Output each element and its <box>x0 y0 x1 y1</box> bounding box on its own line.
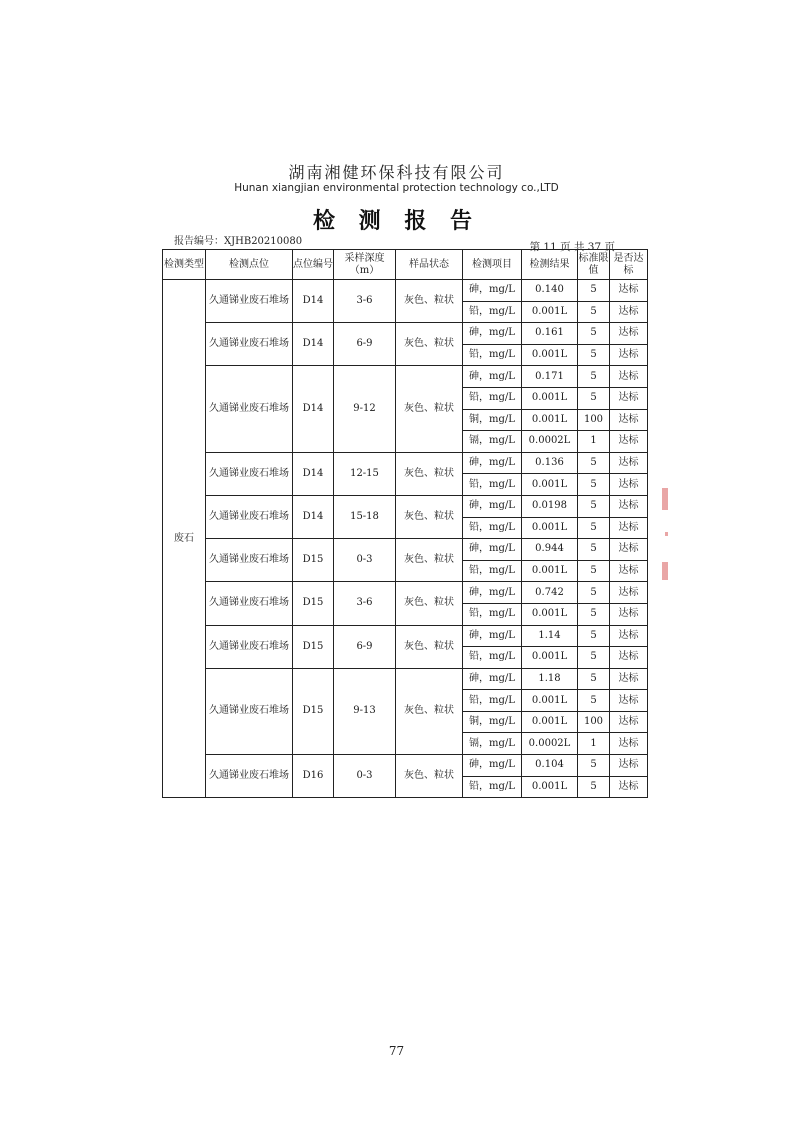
item-cell: 铅，mg/L <box>463 690 522 712</box>
pass-cell: 达标 <box>610 711 648 733</box>
point-cell: D14 <box>293 280 334 323</box>
limit-cell: 5 <box>578 690 610 712</box>
seal-mark <box>665 532 668 536</box>
state-cell: 灰色、粒状 <box>396 280 463 323</box>
pass-cell: 达标 <box>610 474 648 496</box>
state-cell: 灰色、粒状 <box>396 495 463 538</box>
report-title: 检 测 报 告 <box>313 208 480 234</box>
depth-cell: 3-6 <box>334 280 396 323</box>
pass-cell: 达标 <box>610 495 648 517</box>
item-cell: 砷，mg/L <box>463 625 522 647</box>
result-cell: 0.001L <box>522 409 578 431</box>
pass-cell: 达标 <box>610 431 648 453</box>
pass-cell: 达标 <box>610 668 648 690</box>
depth-cell: 3-6 <box>334 582 396 625</box>
location-cell: 久通锑业废石堆场 <box>206 323 293 366</box>
table-row <box>163 452 648 474</box>
pass-cell: 达标 <box>610 387 648 409</box>
table-row <box>163 668 648 690</box>
location-cell: 久通锑业废石堆场 <box>206 625 293 668</box>
depth-cell: 9-13 <box>334 668 396 754</box>
item-cell: 砷，mg/L <box>463 323 522 345</box>
header-result: 检测结果 <box>522 250 578 280</box>
page-number: 77 <box>388 1044 405 1058</box>
state-cell: 灰色、粒状 <box>396 539 463 582</box>
result-cell: 0.944 <box>522 539 578 561</box>
depth-cell: 0-3 <box>334 539 396 582</box>
state-cell: 灰色、粒状 <box>396 582 463 625</box>
result-cell: 0.001L <box>522 474 578 496</box>
seal-mark <box>662 562 668 580</box>
pass-cell: 达标 <box>610 366 648 388</box>
state-cell: 灰色、粒状 <box>396 625 463 668</box>
item-cell: 铅，mg/L <box>463 474 522 496</box>
location-cell: 久通锑业废石堆场 <box>206 495 293 538</box>
pass-cell: 达标 <box>610 323 648 345</box>
result-cell: 0.001L <box>522 301 578 323</box>
point-cell: D14 <box>293 366 334 452</box>
item-cell: 砷，mg/L <box>463 366 522 388</box>
limit-cell: 5 <box>578 387 610 409</box>
result-cell: 0.104 <box>522 755 578 777</box>
report-number-label: 报告编号： <box>174 236 224 247</box>
table-row <box>163 539 648 561</box>
header-pass: 是否达标 <box>610 250 648 280</box>
location-cell: 久通锑业废石堆场 <box>206 755 293 798</box>
header-point: 点位编号 <box>293 250 334 280</box>
limit-cell: 5 <box>578 582 610 604</box>
table-row <box>163 323 648 345</box>
header-state: 样品状态 <box>396 250 463 280</box>
table-row <box>163 755 648 777</box>
item-cell: 铅，mg/L <box>463 344 522 366</box>
limit-cell: 5 <box>578 755 610 777</box>
limit-cell: 5 <box>578 539 610 561</box>
item-cell: 铅，mg/L <box>463 387 522 409</box>
company-name-cn: 湖南湘健环保科技有限公司 <box>288 163 505 182</box>
result-cell: 0.0002L <box>522 733 578 755</box>
item-cell: 铜，mg/L <box>463 409 522 431</box>
limit-cell: 5 <box>578 517 610 539</box>
limit-cell: 1 <box>578 733 610 755</box>
table-row <box>163 495 648 517</box>
item-cell: 铅，mg/L <box>463 647 522 669</box>
limit-cell: 5 <box>578 647 610 669</box>
result-cell: 0.742 <box>522 582 578 604</box>
depth-cell: 9-12 <box>334 366 396 452</box>
state-cell: 灰色、粒状 <box>396 668 463 754</box>
page-info: 第 11 页 共 37 页 <box>529 241 615 253</box>
depth-cell: 0-3 <box>334 755 396 798</box>
result-cell: 0.001L <box>522 647 578 669</box>
limit-cell: 5 <box>578 301 610 323</box>
item-cell: 铅，mg/L <box>463 776 522 798</box>
pass-cell: 达标 <box>610 582 648 604</box>
location-cell: 久通锑业废石堆场 <box>206 668 293 754</box>
pass-cell: 达标 <box>610 625 648 647</box>
item-cell: 镉，mg/L <box>463 733 522 755</box>
result-cell: 0.161 <box>522 323 578 345</box>
state-cell: 灰色、粒状 <box>396 366 463 452</box>
pass-cell: 达标 <box>610 344 648 366</box>
item-cell: 砷，mg/L <box>463 539 522 561</box>
limit-cell: 5 <box>578 323 610 345</box>
item-cell: 铜，mg/L <box>463 711 522 733</box>
location-cell: 久通锑业废石堆场 <box>206 539 293 582</box>
table-header-row <box>163 250 648 280</box>
state-cell: 灰色、粒状 <box>396 755 463 798</box>
limit-cell: 100 <box>578 409 610 431</box>
point-cell: D15 <box>293 625 334 668</box>
result-cell: 0.001L <box>522 776 578 798</box>
seal-mark <box>662 488 668 510</box>
result-cell: 0.001L <box>522 387 578 409</box>
point-cell: D14 <box>293 323 334 366</box>
result-cell: 0.001L <box>522 690 578 712</box>
result-cell: 0.001L <box>522 711 578 733</box>
point-cell: D14 <box>293 495 334 538</box>
table-row <box>163 625 648 647</box>
pass-cell: 达标 <box>610 280 648 302</box>
point-cell: D16 <box>293 755 334 798</box>
item-cell: 砷，mg/L <box>463 452 522 474</box>
point-cell: D15 <box>293 539 334 582</box>
result-cell: 0.0002L <box>522 431 578 453</box>
depth-cell: 6-9 <box>334 625 396 668</box>
result-cell: 0.171 <box>522 366 578 388</box>
table-row <box>163 582 648 604</box>
table-row <box>163 366 648 388</box>
result-cell: 0.001L <box>522 560 578 582</box>
pass-cell: 达标 <box>610 690 648 712</box>
result-cell: 0.0198 <box>522 495 578 517</box>
point-cell: D15 <box>293 582 334 625</box>
item-cell: 铅，mg/L <box>463 603 522 625</box>
result-cell: 0.001L <box>522 517 578 539</box>
limit-cell: 5 <box>578 776 610 798</box>
state-cell: 灰色、粒状 <box>396 452 463 495</box>
limit-cell: 5 <box>578 560 610 582</box>
item-cell: 砷，mg/L <box>463 495 522 517</box>
item-cell: 砷，mg/L <box>463 582 522 604</box>
limit-cell: 5 <box>578 495 610 517</box>
limit-cell: 5 <box>578 280 610 302</box>
result-cell: 0.140 <box>522 280 578 302</box>
limit-cell: 5 <box>578 625 610 647</box>
result-cell: 0.001L <box>522 344 578 366</box>
header-item: 检测项目 <box>463 250 522 280</box>
pass-cell: 达标 <box>610 647 648 669</box>
location-cell: 久通锑业废石堆场 <box>206 280 293 323</box>
limit-cell: 5 <box>578 603 610 625</box>
pass-cell: 达标 <box>610 517 648 539</box>
item-cell: 砷，mg/L <box>463 280 522 302</box>
pass-cell: 达标 <box>610 539 648 561</box>
pass-cell: 达标 <box>610 301 648 323</box>
item-cell: 镉，mg/L <box>463 431 522 453</box>
header-depth: 采样深度（m） <box>334 250 396 280</box>
header-limit: 标准限值 <box>578 250 610 280</box>
pass-cell: 达标 <box>610 560 648 582</box>
result-cell: 0.001L <box>522 603 578 625</box>
header-type: 检测类型 <box>163 250 206 280</box>
limit-cell: 1 <box>578 431 610 453</box>
report-number-value: XJHB20210080 <box>224 236 303 247</box>
pass-cell: 达标 <box>610 733 648 755</box>
depth-cell: 6-9 <box>334 323 396 366</box>
limit-cell: 5 <box>578 344 610 366</box>
company-name-en: Hunan xiangjian environmental protection technology co.,LTD <box>234 182 559 194</box>
table-row <box>163 280 648 302</box>
point-cell: D14 <box>293 452 334 495</box>
pass-cell: 达标 <box>610 409 648 431</box>
location-cell: 久通锑业废石堆场 <box>206 452 293 495</box>
depth-cell: 12-15 <box>334 452 396 495</box>
report-number <box>174 232 302 247</box>
depth-cell: 15-18 <box>334 495 396 538</box>
limit-cell: 5 <box>578 668 610 690</box>
result-cell: 0.136 <box>522 452 578 474</box>
pass-cell: 达标 <box>610 776 648 798</box>
item-cell: 砷，mg/L <box>463 668 522 690</box>
item-cell: 砷，mg/L <box>463 755 522 777</box>
item-cell: 铅，mg/L <box>463 560 522 582</box>
location-cell: 久通锑业废石堆场 <box>206 582 293 625</box>
result-cell: 1.18 <box>522 668 578 690</box>
test-results-table <box>162 249 648 798</box>
limit-cell: 5 <box>578 452 610 474</box>
pass-cell: 达标 <box>610 452 648 474</box>
header-location: 检测点位 <box>206 250 293 280</box>
category-cell: 废石 <box>163 280 206 798</box>
state-cell: 灰色、粒状 <box>396 323 463 366</box>
item-cell: 铅，mg/L <box>463 301 522 323</box>
limit-cell: 5 <box>578 474 610 496</box>
limit-cell: 5 <box>578 366 610 388</box>
result-cell: 1.14 <box>522 625 578 647</box>
pass-cell: 达标 <box>610 755 648 777</box>
pass-cell: 达标 <box>610 603 648 625</box>
limit-cell: 100 <box>578 711 610 733</box>
item-cell: 铅，mg/L <box>463 517 522 539</box>
point-cell: D15 <box>293 668 334 754</box>
location-cell: 久通锑业废石堆场 <box>206 366 293 452</box>
